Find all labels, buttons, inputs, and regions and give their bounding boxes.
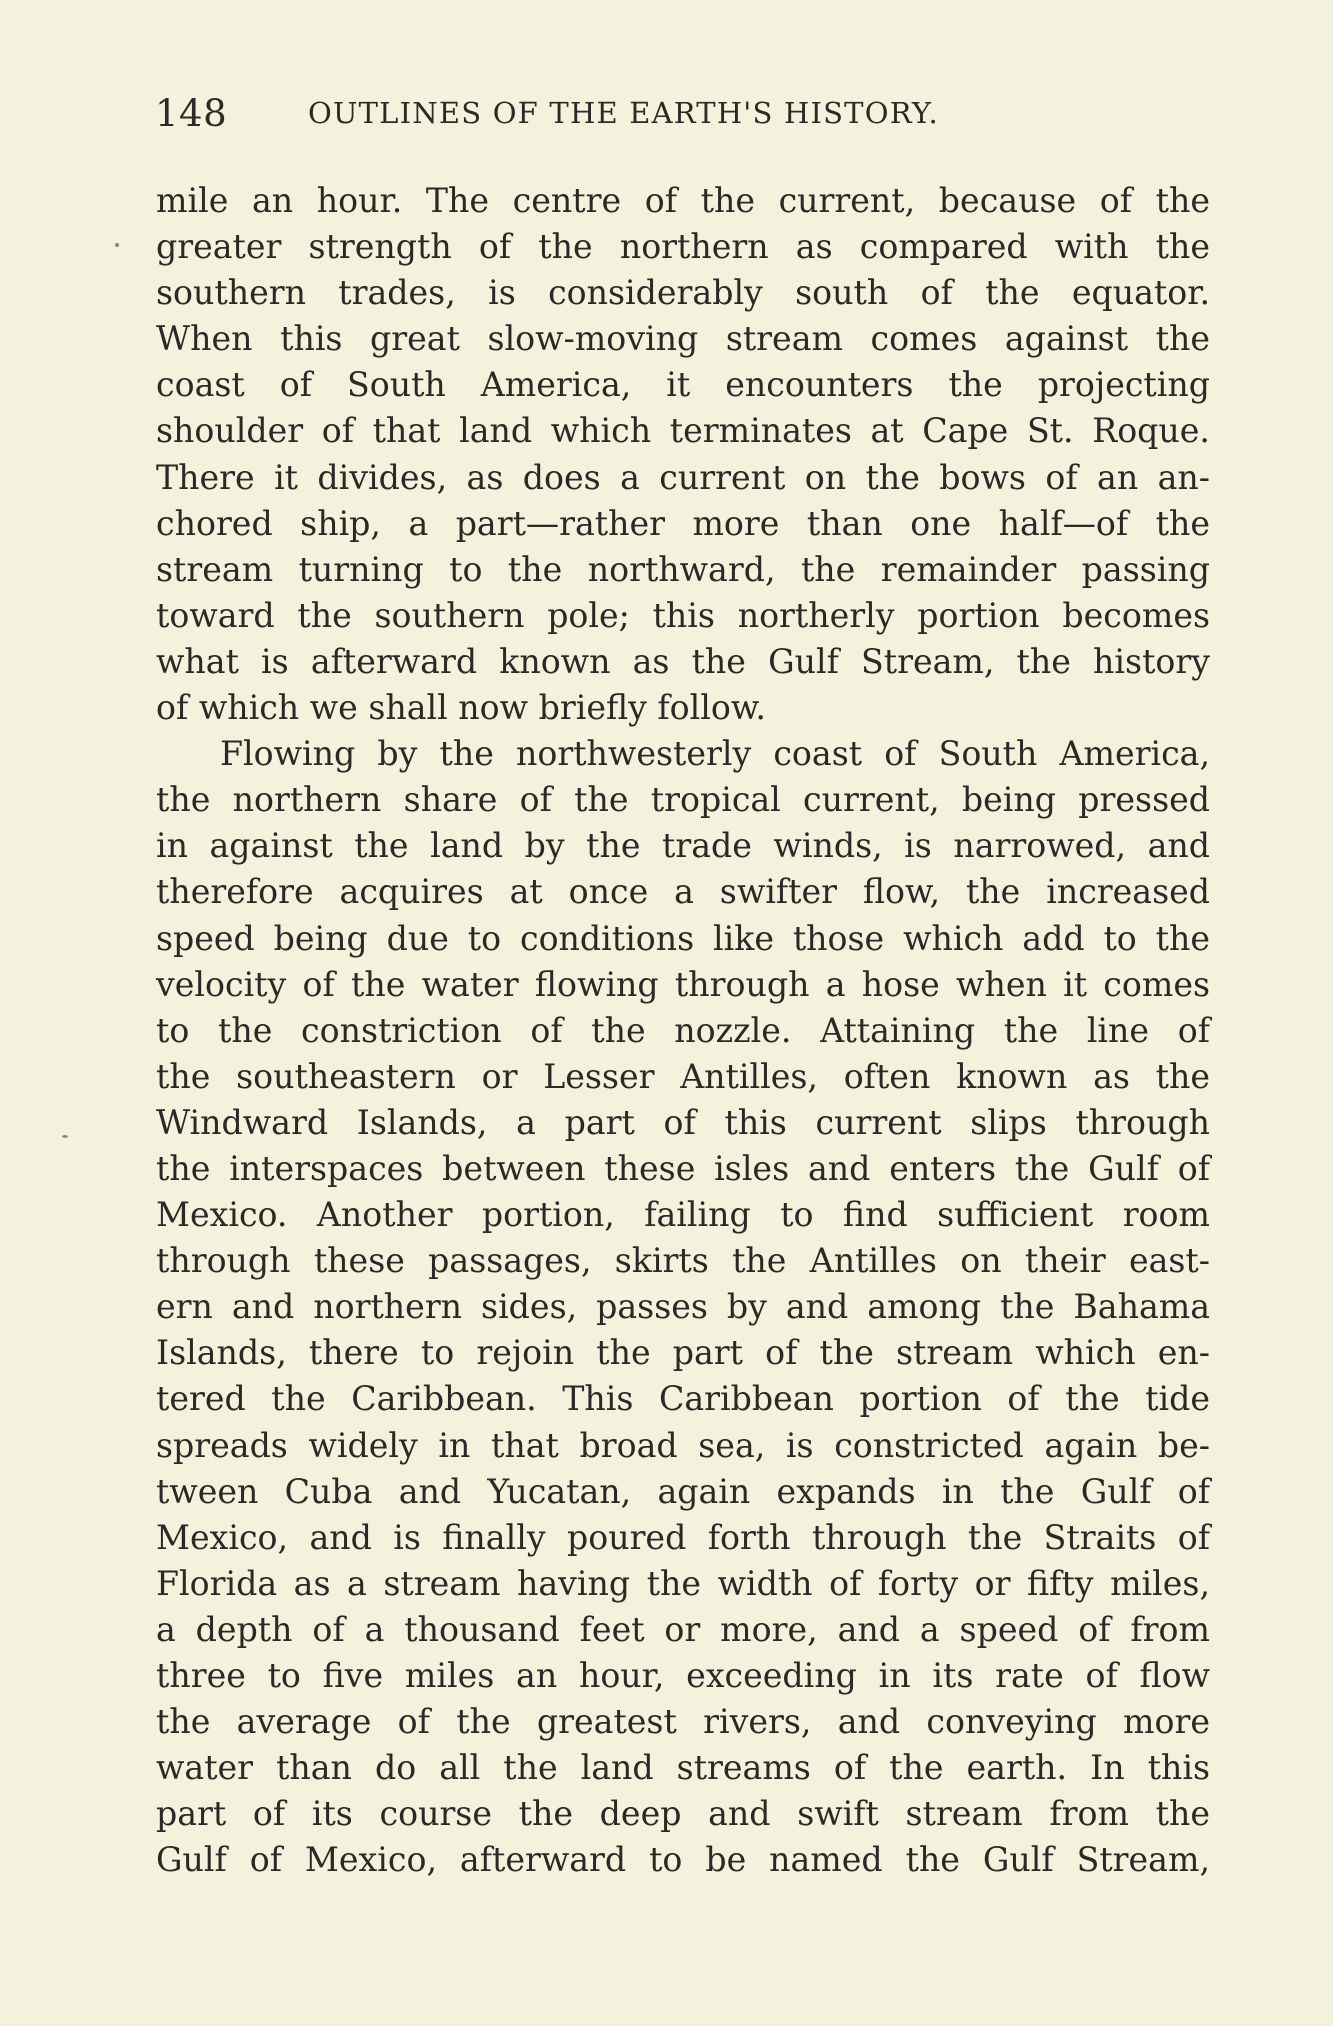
text-line: greater strength of the northern as compared with the xyxy=(156,227,1210,267)
running-title: OUTLINES OF THE EARTH'S HISTORY. xyxy=(308,96,939,130)
text-line: three to five miles an hour, exceeding in its rate of flow xyxy=(156,1656,1210,1695)
text-line: part of its course the deep and swift stream from the xyxy=(156,1794,1210,1834)
text-line: the northern share of the tropical current, being pressed xyxy=(156,780,1210,820)
text-line: When this great slow-moving stream comes against the xyxy=(156,319,1210,359)
text-line: what is afterward known as the Gulf Stream, the history xyxy=(156,641,1210,681)
text-line: There it divides, as does a current on the bows of an an- xyxy=(156,457,1210,497)
text-line: Gulf of Mexico, afterward to be named the Gulf Stream, xyxy=(156,1840,1210,1880)
text-line: through these passages, skirts the Antilles on their east- xyxy=(156,1241,1210,1281)
text-line: in against the land by the trade winds, is narrowed, and xyxy=(156,826,1210,866)
body-text xyxy=(156,178,1210,1883)
paragraph xyxy=(156,731,1210,1883)
text-line: velocity of the water flowing through a hose when it comes xyxy=(156,964,1210,1004)
text-line: shoulder of that land which terminates at Cape St. Roque. xyxy=(156,411,1210,451)
text-line: southern trades, is considerably south of the equator. xyxy=(156,273,1210,313)
text-line: toward the southern pole; this northerly portion becomes xyxy=(156,595,1210,635)
text-line: a depth of a thousand feet or more, and a speed of from xyxy=(156,1609,1210,1649)
text-line: Mexico, and is finally poured forth through the Straits of xyxy=(156,1517,1210,1557)
text-line: Flowing by the northwesterly coast of South America, xyxy=(220,734,1210,774)
text-line: coast of South America, it encounters the projecting xyxy=(156,365,1210,405)
text-line: tween Cuba and Yucatan, again expands in the Gulf of xyxy=(156,1471,1210,1511)
text-line: Islands, there to rejoin the part of the stream which en- xyxy=(156,1333,1210,1373)
text-line: spreads widely in that broad sea, is constricted again be- xyxy=(156,1425,1210,1465)
text-line: the interspaces between these isles and enters the Gulf of xyxy=(156,1148,1210,1188)
text-line: therefore acquires at once a swifter flow, the increased xyxy=(156,872,1210,912)
paragraph xyxy=(156,178,1210,731)
text-line: stream turning to the northward, the remainder passing xyxy=(156,549,1210,589)
margin-dot-mark xyxy=(62,1135,68,1138)
text-line: Mexico. Another portion, failing to find sufficient room xyxy=(156,1195,1210,1235)
text-line: of which we shall now briefly follow. xyxy=(156,688,766,728)
text-line: mile an hour. The centre of the current, because of the xyxy=(156,181,1210,220)
page-header xyxy=(155,92,1209,142)
text-line: the southeastern or Lesser Antilles, often known as the xyxy=(156,1056,1210,1096)
text-line: the average of the greatest rivers, and conveying more xyxy=(156,1702,1210,1742)
text-line: water than do all the land streams of the earth. In this xyxy=(156,1748,1210,1788)
text-line: Florida as a stream having the width of forty or fifty miles, xyxy=(156,1563,1210,1603)
text-line: ern and northern sides, passes by and among the Bahama xyxy=(156,1287,1210,1327)
text-line: chored ship, a part—rather more than one half—of the xyxy=(156,503,1210,543)
text-line: speed being due to conditions like those which add to the xyxy=(156,918,1210,958)
text-line: to the constriction of the nozzle. Attaining the line of xyxy=(156,1010,1210,1050)
text-line: Windward Islands, a part of this current slips through xyxy=(156,1102,1210,1142)
margin-dot-mark xyxy=(115,243,119,247)
text-line: tered the Caribbean. This Caribbean portion of the tide xyxy=(156,1379,1210,1419)
page-number: 148 xyxy=(155,92,228,135)
